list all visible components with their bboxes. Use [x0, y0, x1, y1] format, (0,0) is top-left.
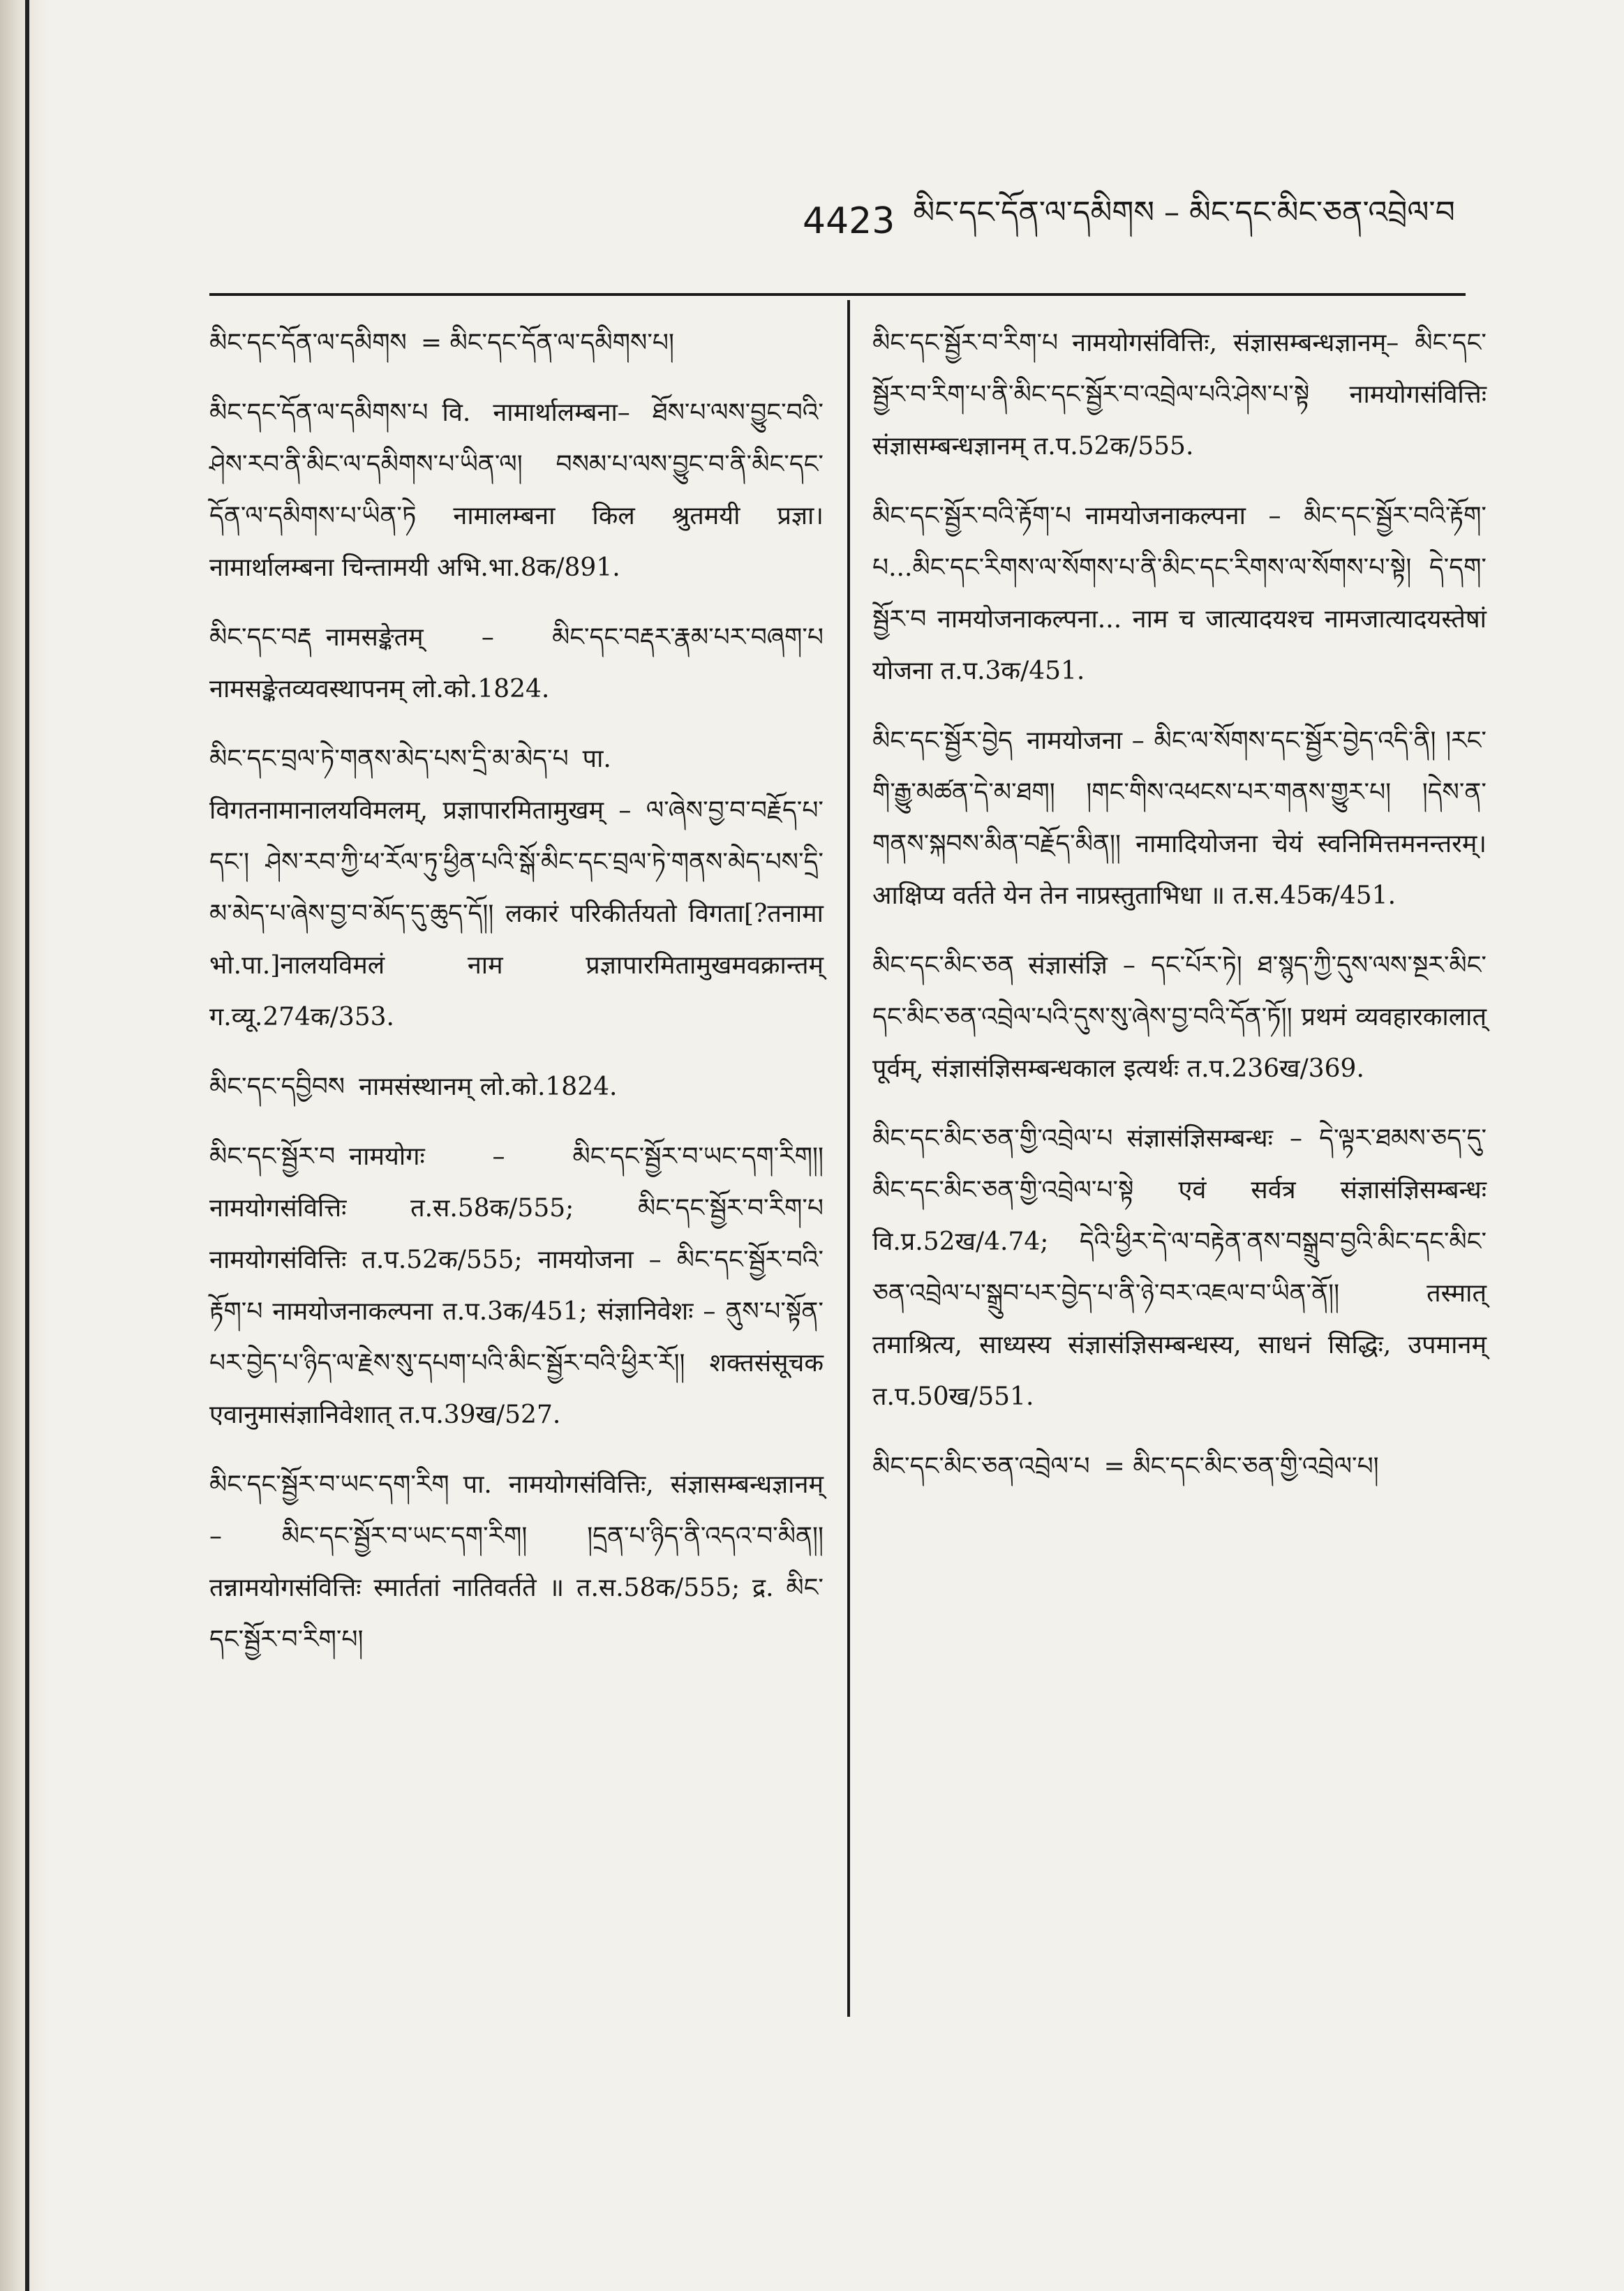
entry-body: = མིང་དང་མིང་ཅན་གྱི་འབྲེལ་པ།	[1103, 1452, 1379, 1481]
dictionary-entry	[872, 715, 1487, 922]
entry-term: མིང་དང་མིང་ཅན་གྱི་འབྲེལ་པ	[872, 1124, 1113, 1153]
entry-term: མིང་དང་མིང་ཅན་འབྲེལ་པ	[872, 1452, 1090, 1481]
dictionary-entry	[209, 387, 824, 594]
page-binding-edge	[25, 0, 29, 2291]
header-rule	[209, 293, 1466, 296]
entry-term: མིང་དང་མིང་ཅན	[872, 951, 1015, 980]
entry-term: མིང་དང་དོན་ལ་དམིགས་པ	[209, 398, 429, 427]
dictionary-entry	[872, 491, 1487, 697]
entry-body: नामयोजना – མིང་ལ་སོགས་དང་སྦྱོར་བྱེད་འདི་ནི། །རང་གི་རྒྱུ་མཚན་དེ་མ་ཐག། །གང་གིས་འཕངས་པར་གནས་གྱུར་པ། །དེས་ན་གནས་སྐབས་མིན་བརྗོད་མིན།། नामादियोजना चेयं स्वनिमित्तमनन्तरम्। आक्षिप्य वर्तते येन तेन नाप्रस्तुताभिधा ॥ त.स.45क/451.	[872, 726, 1487, 910]
entry-body: नामयोगः – མིང་དང་སྦྱོར་བ་ཡང་དག་རིག།། नामयोगसंवित्तिः त.स.58क/555; མིང་དང་སྦྱོར་བ་རིག་པ नामयोगसंवित्तिः त.प.52क/555; नामयोजना – མིང་དང་སྦྱོར་བའི་རྟོག་པ नामयोजनाकल्पना त.प.3क/451; संज्ञानिवेशः – ནུས་པ་སྟོན་པར་བྱེད་པ་ཉིད་ལ་རྗེས་སུ་དཔག་པའི་མིང་སྦྱོར་བའི་ཕྱིར་རོ།། शक्तसंसूचक एवानुमासंज्ञानिवेशात् त.प.39ख/527.	[209, 1142, 824, 1429]
entry-body: पा. विगतनामानालयविमलम्, प्रज्ञापारमितामुखम् – ལ་ཞེས་བྱ་བ་བརྗོད་པ་དང་། ཤེས་རབ་ཀྱི་ཕ་རོལ་ཏུ་ཕྱིན་པའི་སྒོ་མིང་དང་བྲལ་ཏེ་གནས་མེད་པས་དྲི་མ་མེད་པ་ཞེས་བྱ་བ་མོད་དུ་ཆུད་དོ།། लकारं परिकीर्तयतो विगता[?तनामा भो.पा.]नालयविमलं नाम प्रज्ञापारमितामुखमवक्रान्तम् ग.व्यू.274क/353.	[209, 745, 824, 1031]
entry-body: नामयोजनाकल्पना – མིང་དང་སྦྱོར་བའི་རྟོག་པ...མིང་དང་རིགས་ལ་སོགས་པ་ནི་མིང་དང་རིགས་ལ་སོགས་པ་སྟེ། དེ་དག་སྦྱོར་བ नामयोजनाकल्पना... नाम च जात्यादयश्च नामजात्यादयस्तेषां योजना त.प.3क/451.	[872, 502, 1487, 685]
dictionary-entry	[872, 318, 1487, 472]
dictionary-entry	[209, 1459, 824, 1666]
entry-body: नामयोगसंवित्तिः, संज्ञासम्बन्धज्ञानम्– མིང་དང་སྦྱོར་བ་རིག་པ་ནི་མིང་དང་སྦྱོར་བ་འབྲེལ་པའི་ཤེས་པ་སྟེ नामयोगसंवित्तिः संज्ञासम्बन्धज्ञानम् त.प.52क/555.	[872, 329, 1487, 461]
left-column	[209, 318, 824, 1684]
entry-body: वि. नामार्थालम्बना– ཐོས་པ་ལས་བྱུང་བའི་ཤེས་རབ་ནི་མིང་ལ་དམིགས་པ་ཡིན་ལ། བསམ་པ་ལས་བྱུང་བ་ནི་མིང་དང་དོན་ལ་དམིགས་པ་ཡིན་ཏེ नामालम्बना किल श्रुतमयी प्रज्ञा। नामार्थालम्बना चिन्तामयी अभि.भा.8क/891.	[209, 398, 824, 582]
header-title: མིང་དང་དོན་ལ་དམིགས – མིང་དང་མིང་ཅན་འབྲེལ་བ	[913, 195, 1455, 230]
dictionary-entry	[209, 1061, 824, 1113]
dictionary-entry	[872, 1113, 1487, 1423]
running-header	[803, 197, 1473, 246]
page-number: 4423	[803, 200, 895, 242]
right-column	[872, 318, 1487, 1511]
entry-term: མིང་དང་དོན་ལ་དམིགས	[209, 329, 407, 357]
entry-term: མིང་དང་སྦྱོར་བ་རིག་པ	[872, 329, 1059, 357]
entry-term: མིང་དང་སྦྱོར་བ་ཡང་དག་རིག	[209, 1470, 449, 1499]
page-binding-shadow	[0, 0, 49, 2291]
entry-term: མིང་དང་སྦྱོར་བྱེད	[872, 726, 1013, 755]
entry-term: མིང་དང་བྲལ་ཏེ་གནས་མེད་པས་དྲི་མ་མེད་པ	[209, 745, 569, 773]
dictionary-entry	[209, 612, 824, 715]
entry-body: नामसङ्केतम् – མིང་དང་བརྡར་རྣམ་པར་བཞག་པ नामसङ्केतव्यवस्थापनम् लो.को.1824.	[209, 623, 824, 703]
entry-term: མིང་དང་དབྱིབས	[209, 1073, 345, 1101]
entry-term: མིང་དང་སྦྱོར་བ	[209, 1142, 336, 1171]
entry-term: མིང་དང་སྦྱོར་བའི་རྟོག་པ	[872, 502, 1072, 530]
entry-body: नामसंस्थानम् लो.को.1824.	[359, 1073, 618, 1101]
dictionary-entry	[209, 1131, 824, 1441]
dictionary-entry	[872, 1441, 1487, 1493]
entry-term: མིང་དང་བརྡ	[209, 623, 312, 652]
entry-body: पा. नामयोगसंवित्तिः, संज्ञासम्बन्धज्ञानम् – མིང་དང་སྦྱོར་བ་ཡང་དག་རིག། །དྲན་པ་ཉིད་ནི་འདའ་བ་མིན།། तन्नामयोगसंवित्तिः स्मार्ततां नातिवर्तते ॥ त.स.58क/555; द्र. མིང་དང་སྦྱོར་བ་རིག་པ།	[209, 1470, 824, 1654]
column-divider	[847, 300, 850, 2017]
dictionary-entry	[872, 940, 1487, 1095]
dictionary-entry	[209, 318, 824, 369]
dictionary-entry	[209, 733, 824, 1043]
entry-body: संज्ञासंज्ञिसम्बन्धः – དེ་ལྟར་ཐམས་ཅད་དུ་མིང་དང་མིང་ཅན་གྱི་འབྲེལ་པ་སྟེ एवं सर्वत्र संज्ञासंज्ञिसम्बन्धः वि.प्र.52ख/4.74; དེའི་ཕྱིར་དེ་ལ་བརྟེན་ནས་བསྒྲུབ་བྱའི་མིང་དང་མིང་ཅན་འབྲེལ་པ་སྒྲུབ་པར་བྱེད་པ་ནི་ཉེ་བར་འཇལ་བ་ཡིན་ནོ།། तस्मात् तमाश्रित्य, साध्यस्य संज्ञासंज्ञिसम्बन्धस्य, साधनं सिद्धिः, उपमानम् त.प.50ख/551.	[872, 1124, 1487, 1411]
entry-body: = མིང་དང་དོན་ལ་དམིགས་པ།	[420, 329, 674, 357]
entry-body: संज्ञासंज्ञि – དང་པོར་ཏེ། ཐ་སྙད་ཀྱི་དུས་ལས་སྔར་མིང་དང་མིང་ཅན་འབྲེལ་པའི་དུས་སུ་ཞེས་བྱ་བའི་དོན་ཏོ།། प्रथमं व्यवहारकालात् पूर्वम्, संज्ञासंज्ञिसम्बन्धकाल इत्यर्थः त.प.236ख/369.	[872, 951, 1487, 1083]
